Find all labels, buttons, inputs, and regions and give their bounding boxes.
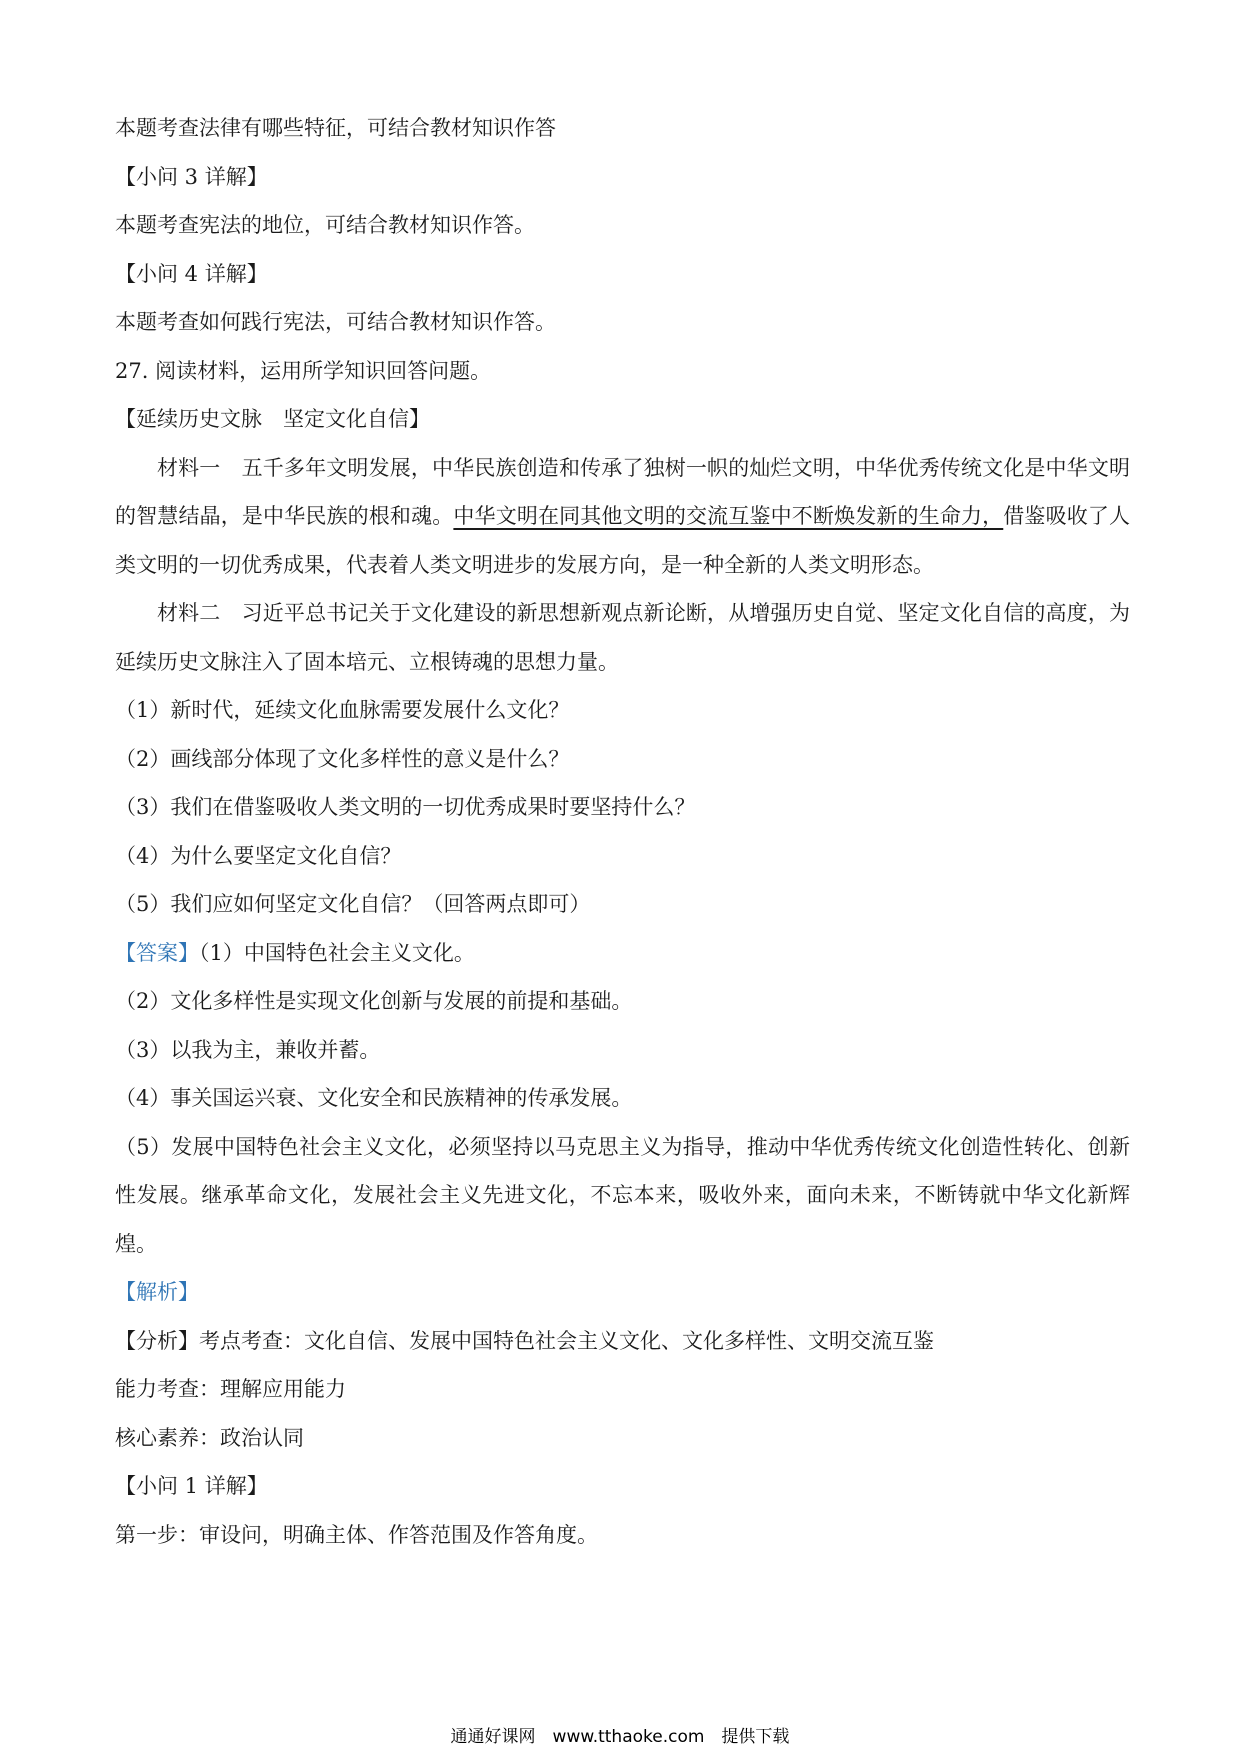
question-stem: 27. 阅读材料，运用所学知识回答问题。 <box>115 358 492 383</box>
subquestion-heading: 【小问 1 详解】 <box>115 1474 268 1498</box>
question-item: （1）新时代，延续文化血脉需要发展什么文化？ <box>115 698 570 722</box>
subquestion-heading: 【小问 3 详解】 <box>115 164 268 189</box>
question-item: （3）我们在借鉴吸收人类文明的一切优秀成果时要坚持什么？ <box>115 795 696 819</box>
analysis-line: 能力考查：理解应用能力 <box>115 1377 346 1401</box>
analysis-line: 第一步：审设问，明确主体、作答范围及作答角度。 <box>115 1522 598 1547</box>
material-two: 材料二 习近平总书记关于文化建设的新思想新观点新论断，从增强历史自觉、坚定文化自信的高度，为延续历史文脉注入了固本培元、立根铸魂的思想力量。 <box>115 601 1130 674</box>
answer-paragraph: （5）发展中国特色社会主义文化，必须坚持以马克思主义为指导，推动中华优秀传统文化创造性转化、创新性发展。继承革命文化，发展社会主义先进文化，不忘本来，吸收外来，面向未来，不断铸就中华文化新辉煌。 <box>115 1134 1130 1256</box>
page-footer: 通通好课网 www.tthaoke.com 提供下载 <box>450 1727 790 1747</box>
analysis-line: 【分析】考点考查：文化自信、发展中国特色社会主义文化、文化多样性、文明交流互鉴 <box>115 1328 934 1353</box>
answer-line <box>115 929 1130 978</box>
answer-label: 【答案】 <box>115 940 199 965</box>
material-one-text: 材料一 五千多年文明发展，中华民族创造和传承了独树一帜的灿烂文明，中华优秀传统文化是中华文明的智慧结晶，是中华民族的根和魂。 <box>115 455 1130 528</box>
material-one-text-end: 借鉴吸收了人类文明的一切优秀成果，代表着人类文明进步的发展方向，是一种全新的人类文明形态。 <box>115 504 1131 577</box>
answer-line: （2）文化多样性是实现文化创新与发展的前提和基础。 <box>115 989 633 1013</box>
question-item: （4）为什么要坚定文化自信？ <box>115 843 402 868</box>
text-line: 本题考查如何践行宪法，可结合教材知识作答。 <box>115 310 556 334</box>
analysis-label: 【解析】 <box>115 1280 199 1304</box>
answer-line: （3）以我为主，兼收并蓄。 <box>115 1037 381 1062</box>
text-line: 本题考查法律有哪些特征，可结合教材知识作答 <box>115 116 556 140</box>
material-one <box>115 444 1130 590</box>
answer-line: （4）事关国运兴衰、文化安全和民族精神的传承发展。 <box>115 1086 633 1110</box>
material-theme: 【延续历史文脉 坚定文化自信】 <box>115 407 430 431</box>
question-item: （5）我们应如何坚定文化自信？（回答两点即可） <box>115 892 591 916</box>
underlined-passage: 中华文明在同其他文明的交流互鉴中不断焕发新的生命力， <box>453 504 1004 528</box>
text-line: 本题考查宪法的地位，可结合教材知识作答。 <box>115 213 535 237</box>
question-item: （2）画线部分体现了文化多样性的意义是什么？ <box>115 746 570 771</box>
analysis-line: 核心素养：政治认同 <box>115 1425 304 1450</box>
subquestion-heading: 【小问 4 详解】 <box>115 261 268 286</box>
document-body <box>115 104 1130 1559</box>
answer-text: （1）中国特色社会主义文化。 <box>199 940 475 965</box>
